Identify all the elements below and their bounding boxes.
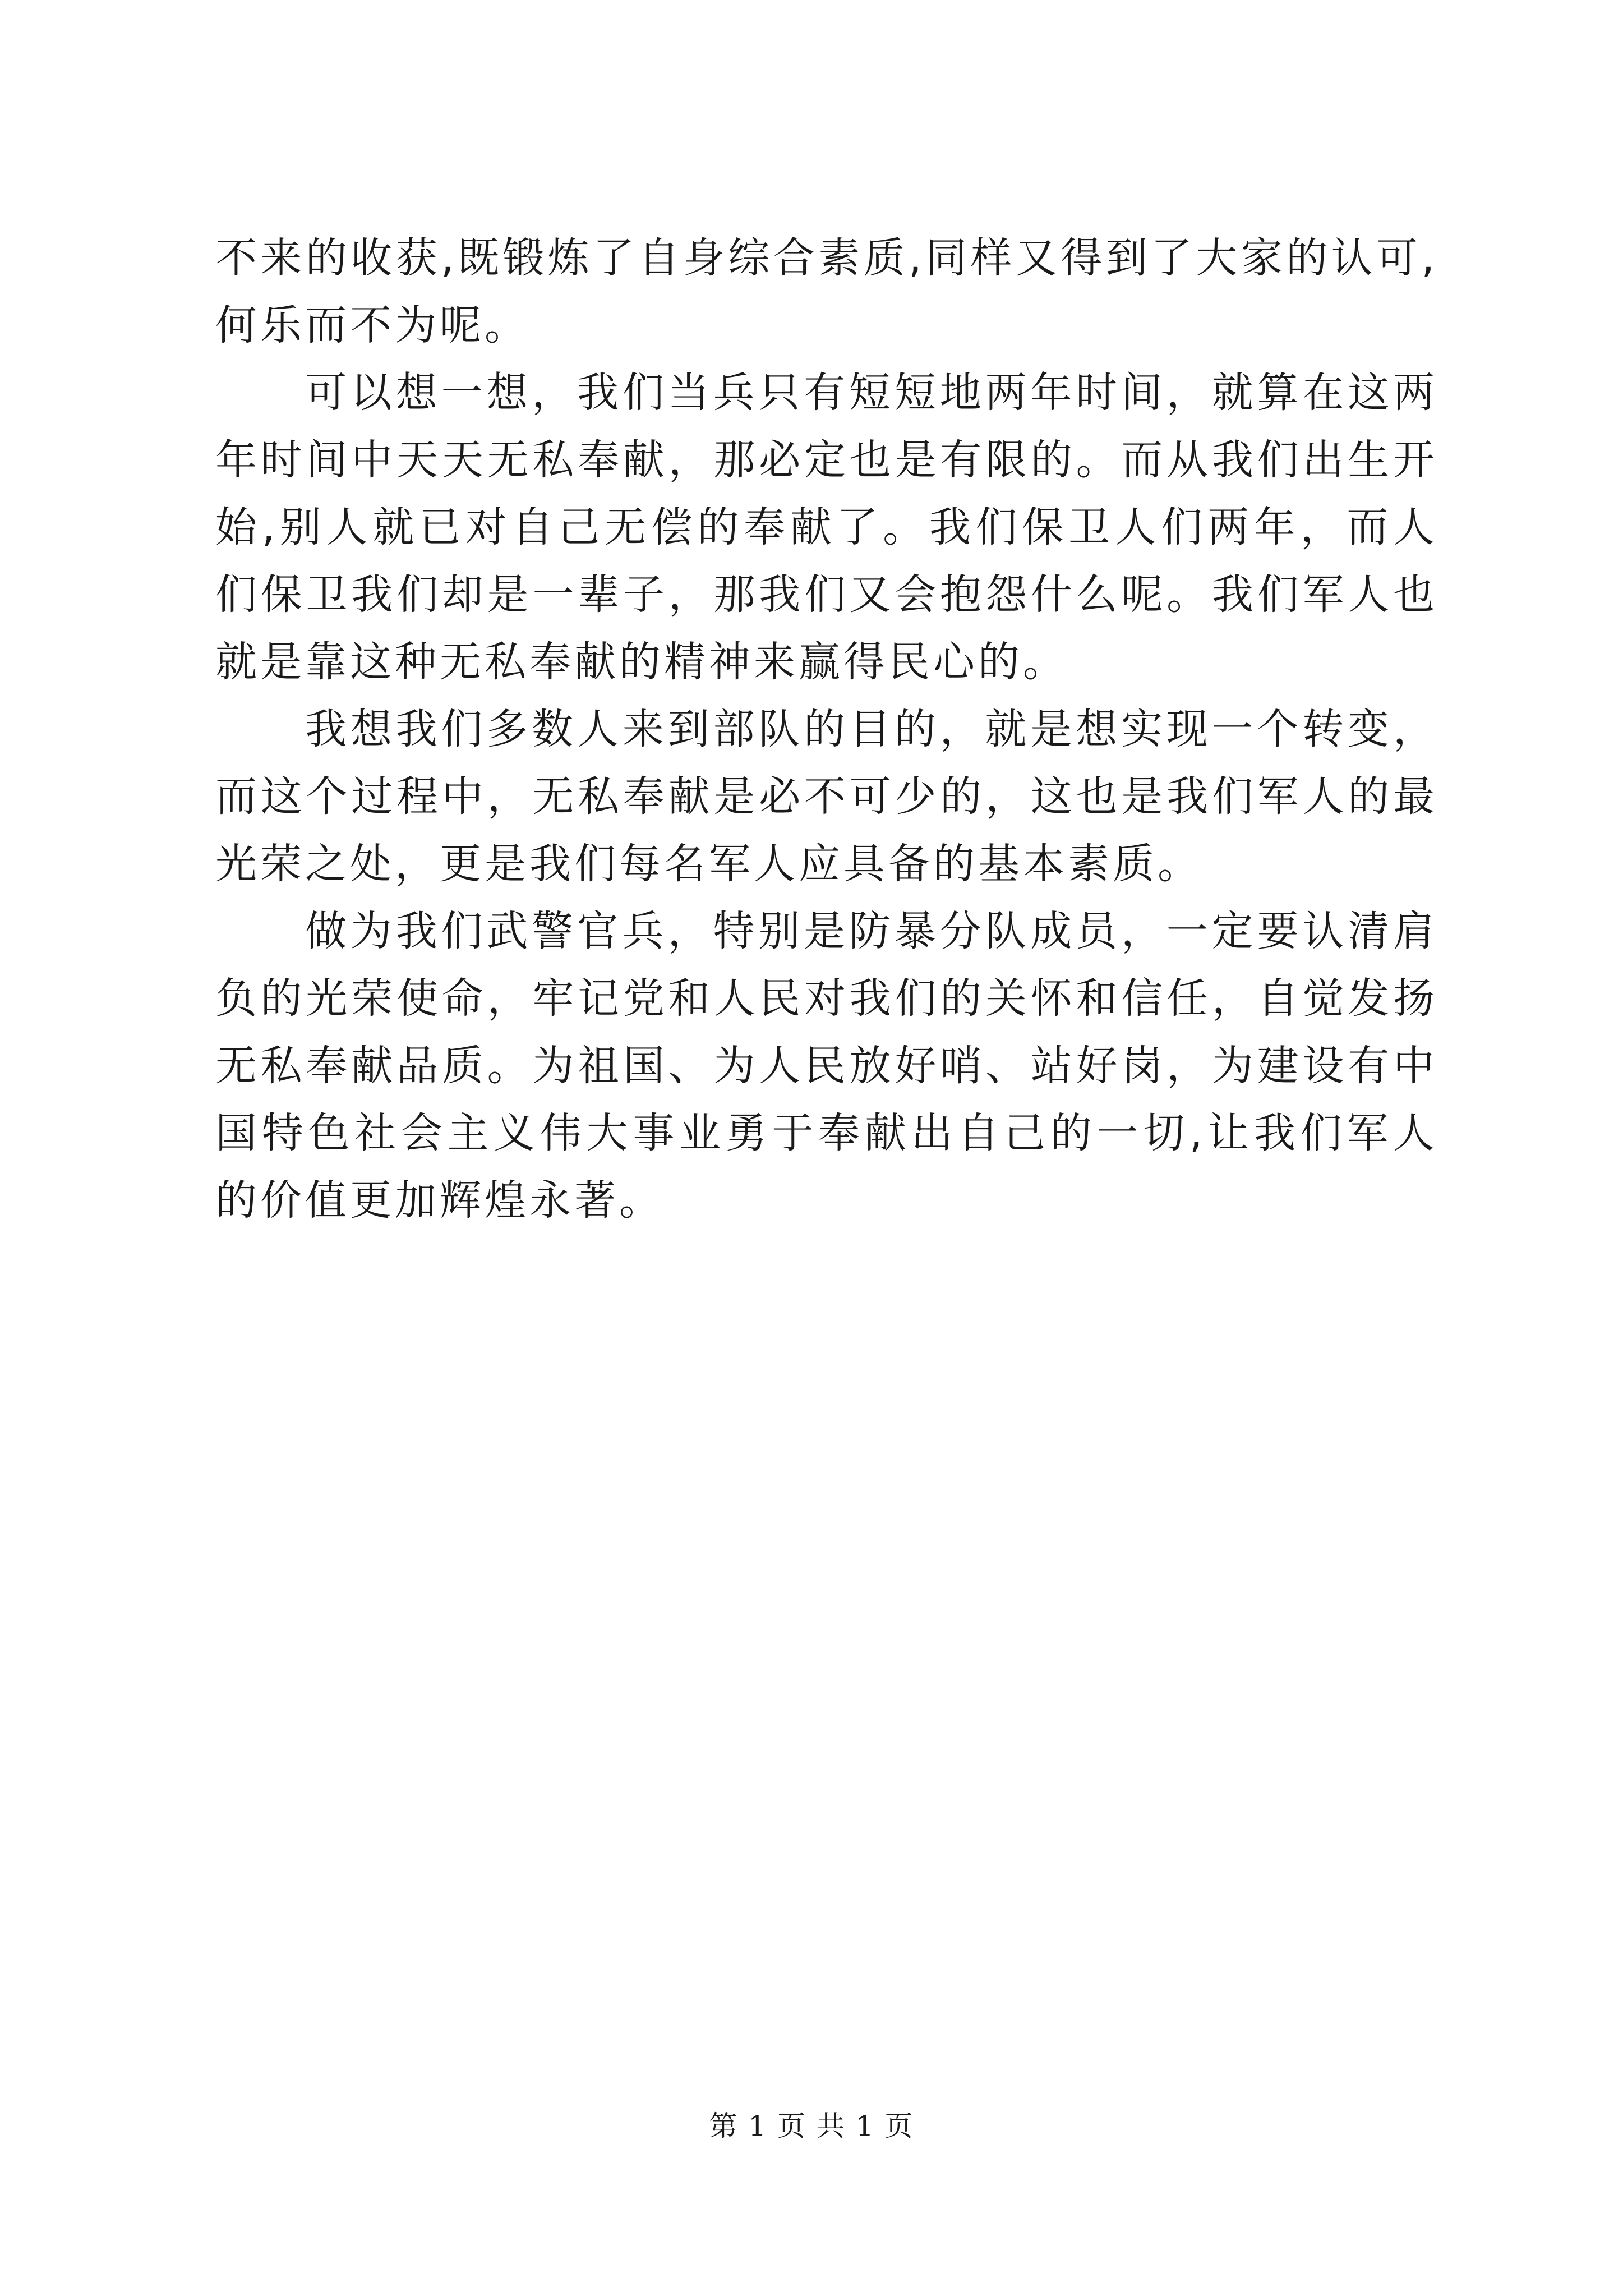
page-number-footer: 第 1 页 共 1 页 (709, 2110, 914, 2142)
paragraph-3: 我想我们多数人来到部队的目的，就是想实现一个转变，而这个过程中，无私奉献是必不可少的，这也是我们军人的最光荣之处，更是我们每名军人应具备的基本素质。 (215, 705, 1438, 888)
paragraph-2: 可以想一想，我们当兵只有短短地两年时间，就算在这两年时间中天天无私奉献，那必定也是有限的。而从我们出生开始,别人就已对自己无偿的奉献了。我们保卫人们两年，而人们保卫我们却是一辈子，那我们又会抱怨什么呢。我们军人也就是靠这种无私奉献的精神来赢得民心的。 (215, 369, 1438, 686)
document-body (215, 224, 1438, 1234)
paragraph-1: 不来的收获,既锻炼了自身综合素质,同样又得到了大家的认可,何乐而不为呢。 (215, 234, 1438, 349)
paragraph-4: 做为我们武警官兵，特别是防暴分队成员，一定要认清肩负的光荣使命，牢记党和人民对我们的关怀和信任，自觉发扬无私奉献品质。为祖国、为人民放好哨、站好岗，为建设有中国特色社会主义伟大事业勇于奉献出自己的一切,让我们军人的价值更加辉煌永著。 (215, 907, 1438, 1225)
